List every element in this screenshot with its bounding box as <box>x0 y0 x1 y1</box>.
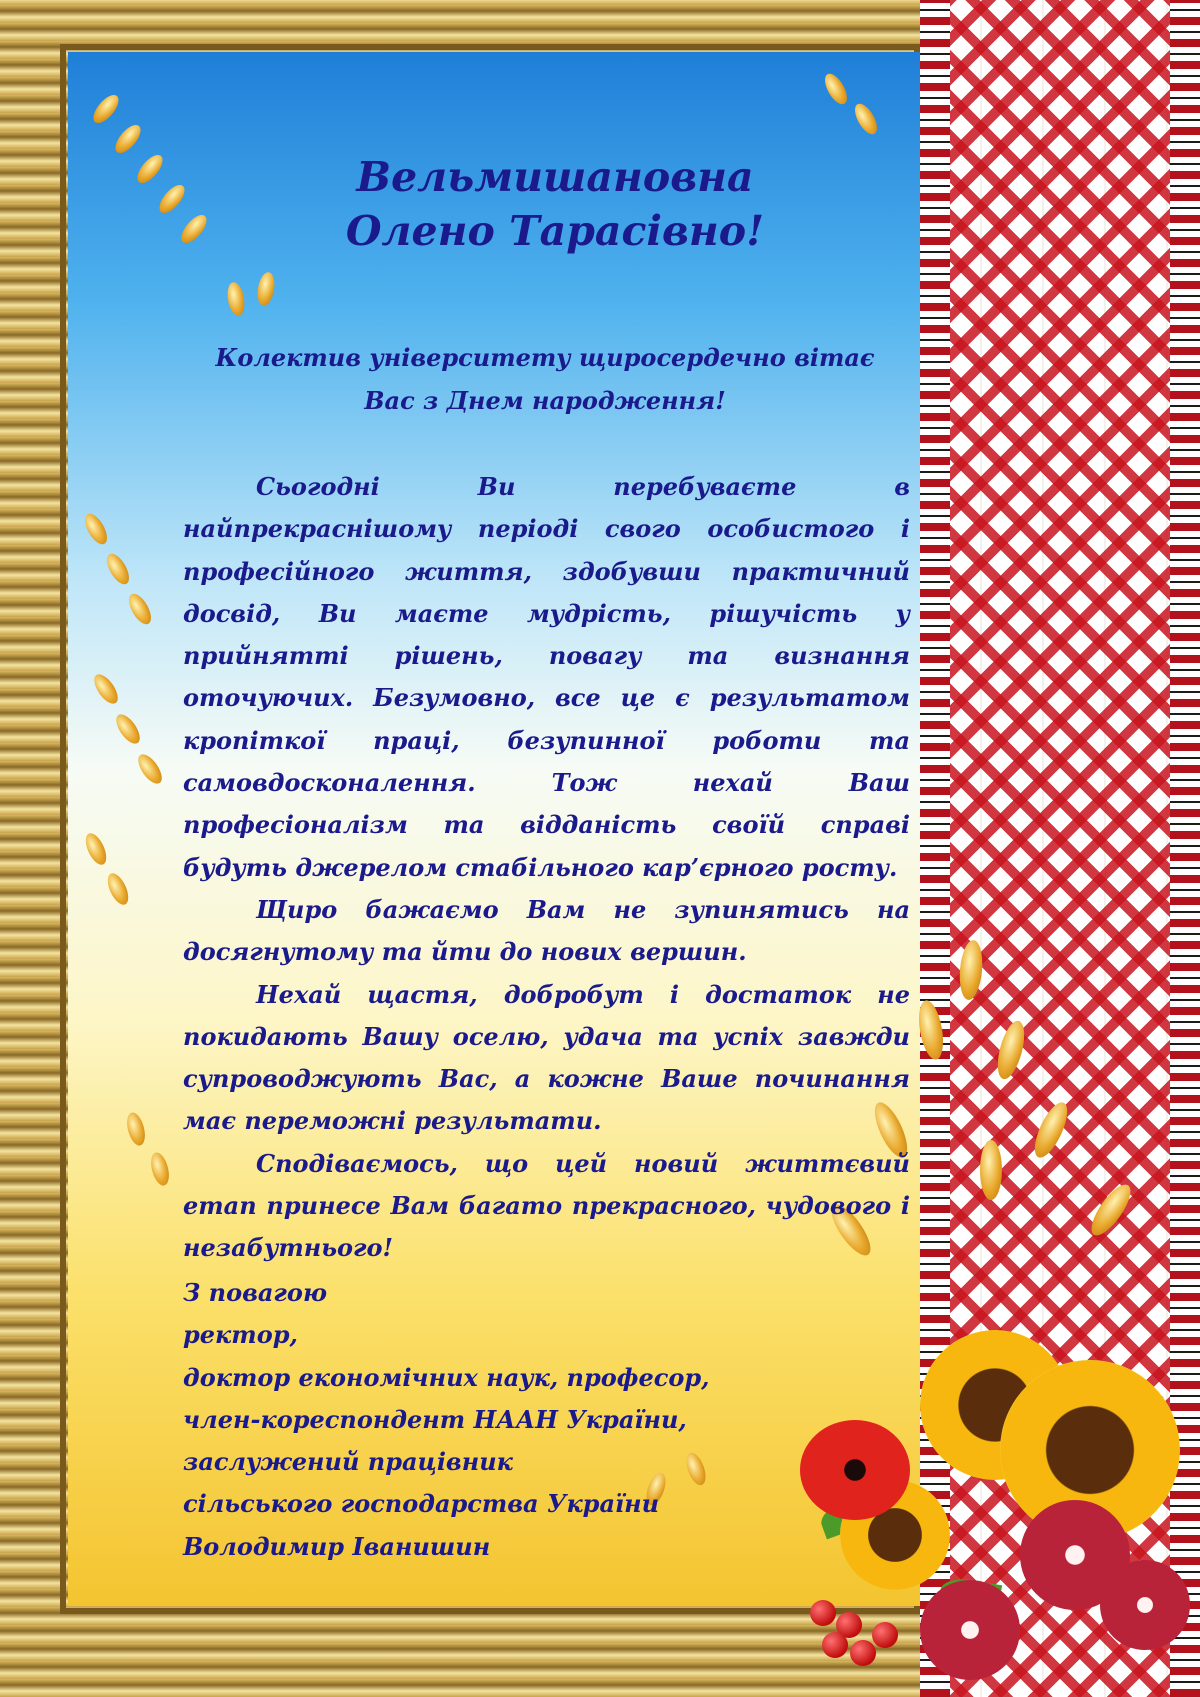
signature-title: заслужений працівник <box>183 1447 513 1477</box>
body-paragraph: Сьогодні Ви перебуваєте в найпрекраснішому періоді свого особистого і професійного життя, здобувши практичний досвід, Ви маєте мудрість, рішучість у прийнятті рішень, повагу та визнання оточуючих. Безумовно, все це є результатом кропіткої праці, безупинної роботи та самовдосконалення. Тож нехай Ваш професіоналізм та відданість своїй справі будуть джерелом стабільного кар’єрного росту. <box>183 472 910 882</box>
signature-closing: З повагою <box>183 1278 327 1307</box>
greeting-heading <box>180 336 910 422</box>
salutation-line: Вельмишановна <box>356 153 754 201</box>
signature-degree: доктор економічних наук, професор, <box>183 1362 710 1392</box>
body-paragraph: Сподіваємось, що цей новий життєвий етап принесе Вам багато прекрасного, чудового і незабутнього! <box>183 1148 910 1263</box>
body-paragraph: Нехай щастя, добробут і достаток не покидають Вашу оселю, удача та успіх завжди супроводжують Вас, а кожне Ваше починання має переможні результати. <box>183 979 910 1136</box>
greeting-line: Вас з Днем народження! <box>364 386 726 415</box>
salutation-line: Олено Тарасівно! <box>345 207 765 255</box>
salutation <box>340 150 770 258</box>
letter-body <box>183 466 910 1270</box>
greeting-line: Колектив університету щиросердечно вітає <box>215 343 875 372</box>
signature-title: сільського господарства України <box>183 1489 660 1519</box>
signature-position: ректор, <box>183 1320 298 1350</box>
signature-membership: член-кореспондент НААН України, <box>183 1404 687 1434</box>
signature-block <box>183 1272 823 1568</box>
signature-name: Володимир Іванишин <box>183 1531 491 1561</box>
body-paragraph: Щиро бажаємо Вам не зупинятись на досягнутому та йти до нових вершин. <box>183 894 910 967</box>
